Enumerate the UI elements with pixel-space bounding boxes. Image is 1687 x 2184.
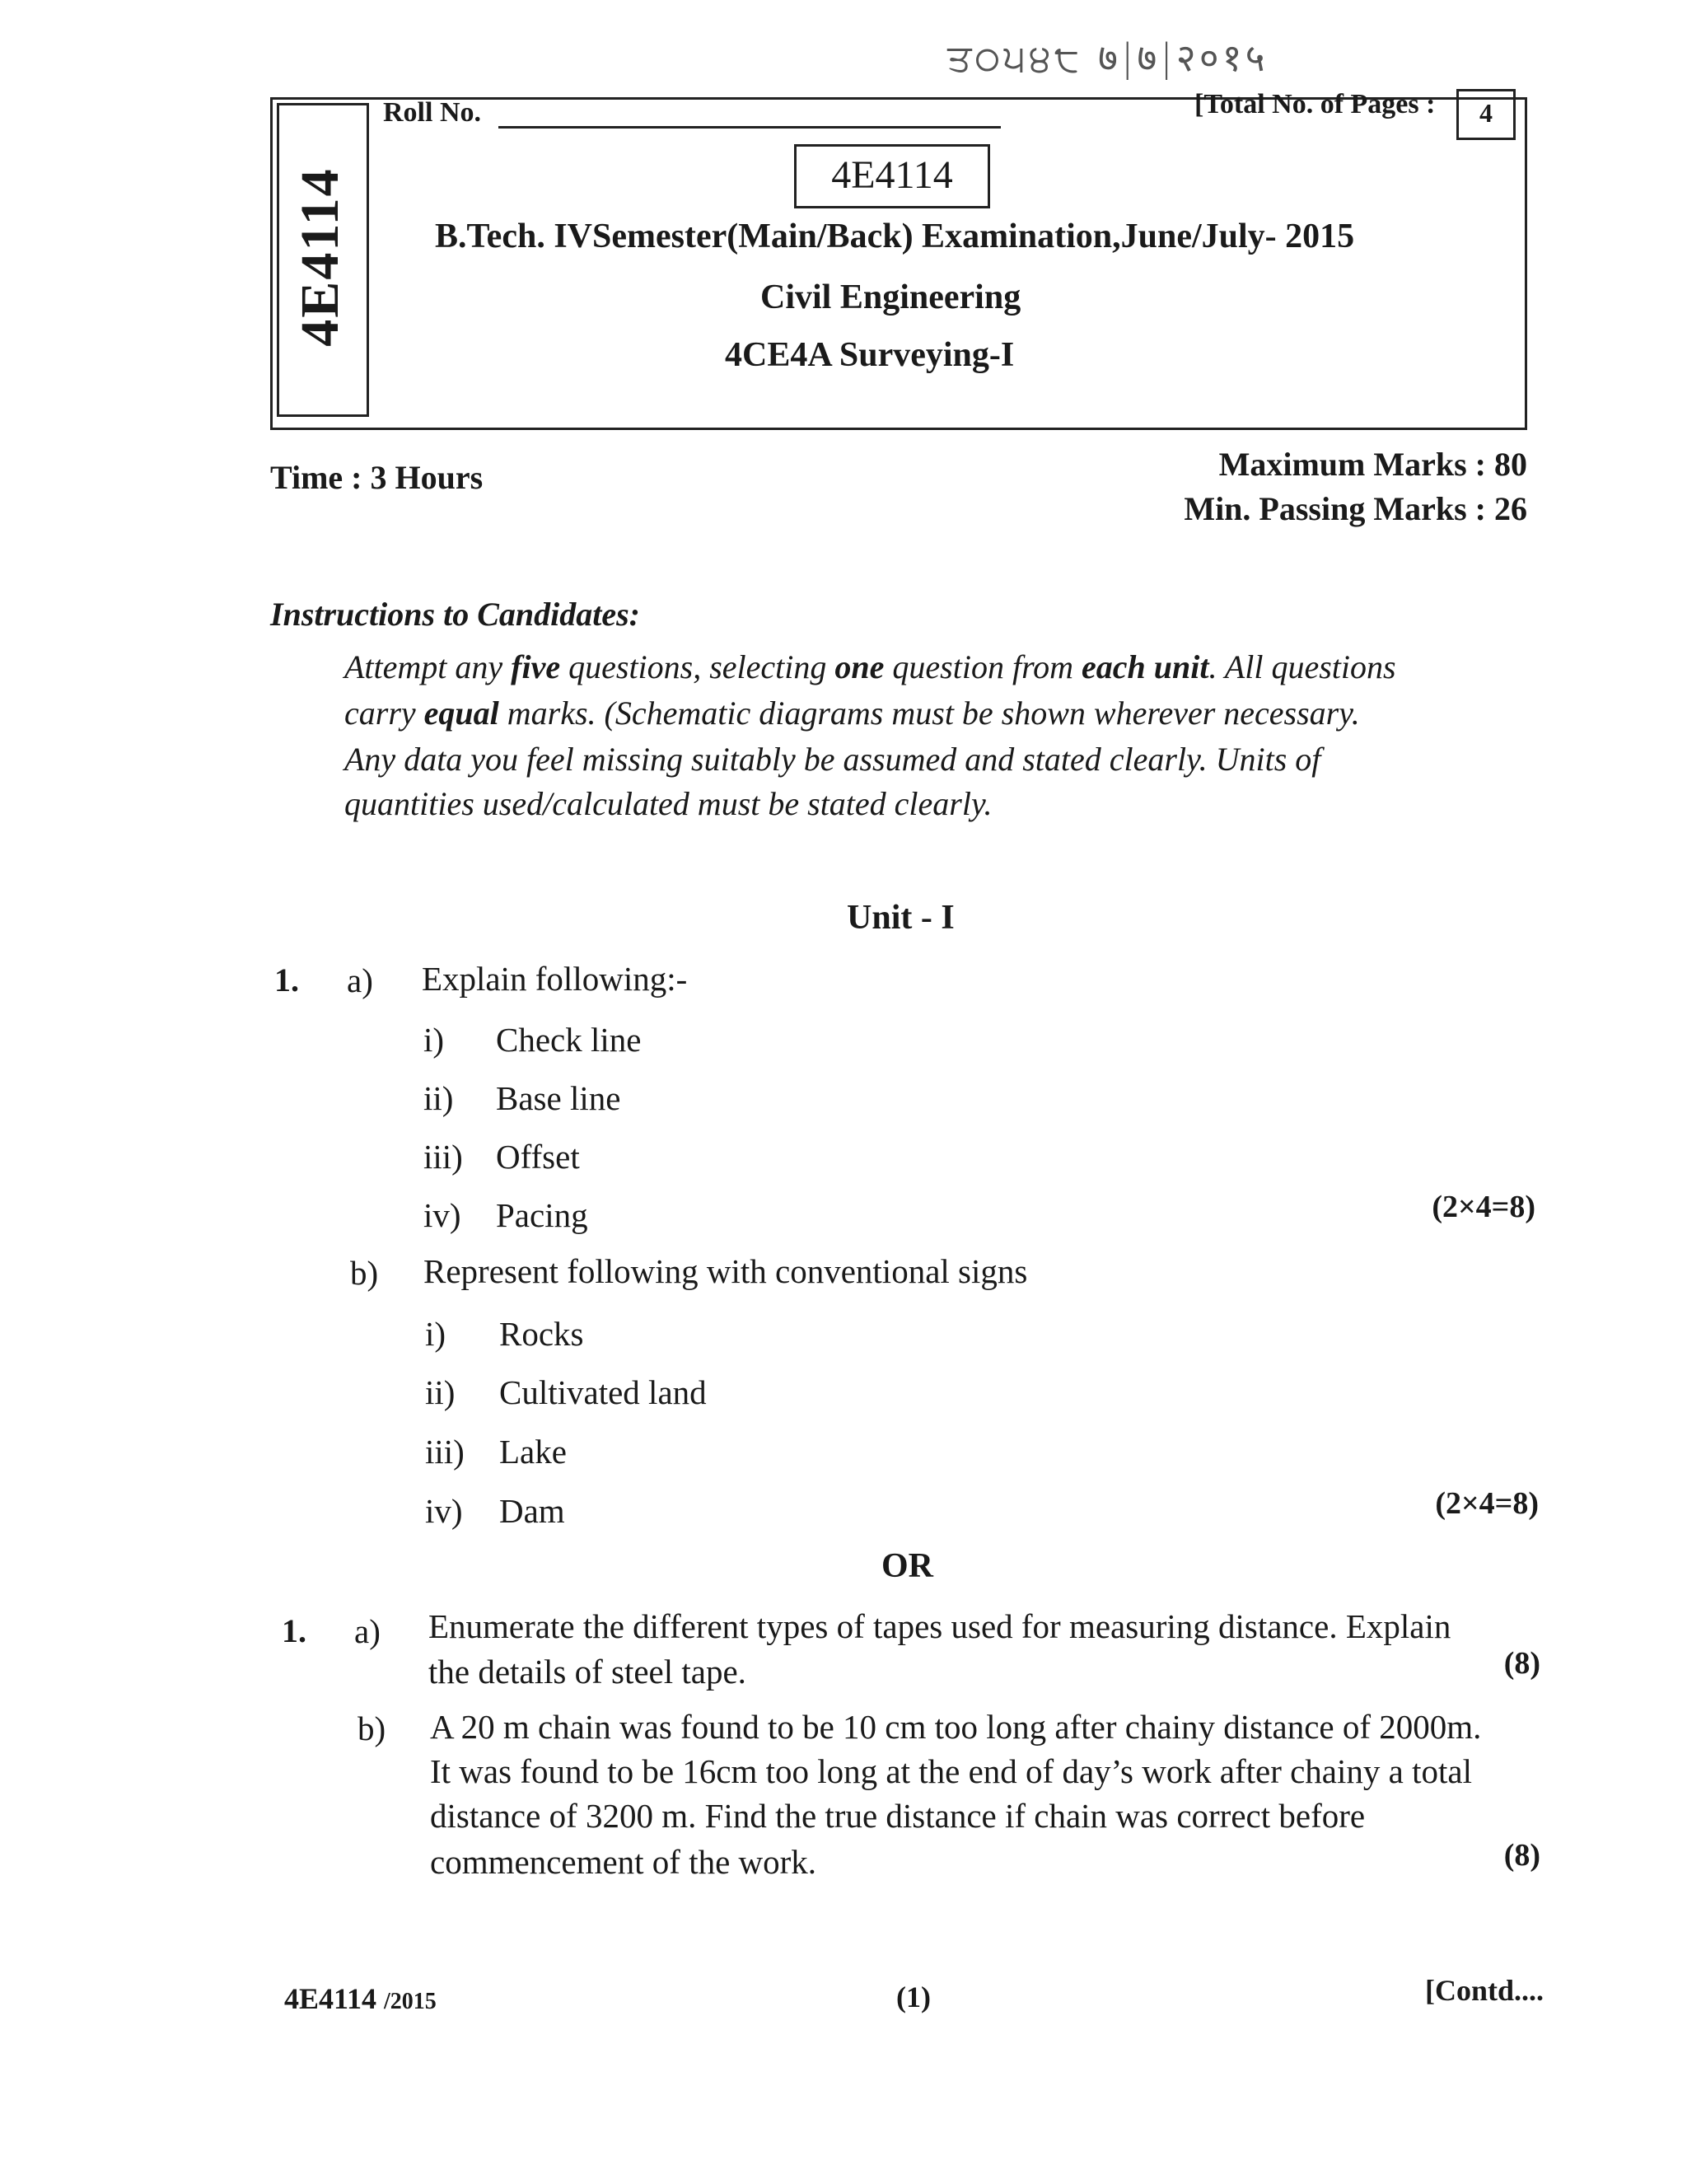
- question-text: Explain following:-: [422, 960, 688, 998]
- sub-item-label: i): [423, 1021, 445, 1059]
- or-separator: OR: [881, 1547, 933, 1585]
- marks-label: (2×4=8): [1432, 1190, 1535, 1224]
- part-label: a): [347, 961, 373, 999]
- handwritten-note: ਤ੦੫੪੮ ७|७|२०१५: [947, 35, 1269, 80]
- unit-heading: Unit - I: [847, 899, 955, 937]
- question-text: the details of steel tape.: [428, 1653, 746, 1691]
- instructions-line-4: quantities used/calculated must be stated clearly.: [344, 785, 993, 822]
- page-number: (1): [896, 1981, 931, 2013]
- paper-code-box: [794, 144, 990, 208]
- sub-item-label: ii): [425, 1373, 456, 1411]
- sub-item-text: Base line: [496, 1079, 621, 1117]
- branch-name: Civil Engineering: [760, 278, 1021, 316]
- sub-item-label: iv): [423, 1196, 461, 1234]
- sub-item-text: Check line: [496, 1021, 642, 1059]
- instructions-heading: Instructions to Candidates:: [270, 596, 641, 633]
- sub-item-label: iii): [423, 1138, 463, 1176]
- sub-item-text: Offset: [496, 1138, 580, 1176]
- sub-item-text: Pacing: [496, 1196, 588, 1234]
- question-text: commencement of the work.: [430, 1843, 817, 1881]
- min-passing-marks: Min. Passing Marks : 26: [1184, 490, 1527, 527]
- sub-item-text: Dam: [499, 1492, 565, 1530]
- total-pages-box: [1456, 89, 1516, 140]
- sub-item-text: Cultivated land: [499, 1373, 707, 1411]
- question-text: Enumerate the different types of tapes used for measuring distance. Explain: [428, 1607, 1451, 1645]
- question-text: Represent following with conventional signs: [423, 1252, 1028, 1290]
- part-label: b): [350, 1254, 379, 1292]
- question-text: It was found to be 16cm too long at the end of day’s work after chainy a total: [430, 1752, 1472, 1790]
- question-number: 1.: [282, 1612, 306, 1649]
- total-pages-label: [Total No. of Pages :: [1194, 89, 1436, 119]
- roll-no-label: Roll No.: [383, 97, 481, 128]
- time-allowed: Time : 3 Hours: [270, 459, 484, 496]
- part-label: b): [357, 1709, 386, 1747]
- marks-label: (8): [1503, 1838, 1540, 1873]
- question-number: 1.: [274, 961, 299, 998]
- rotated-paper-code: 4E4114: [290, 167, 350, 347]
- marks-label: (2×4=8): [1435, 1486, 1539, 1521]
- marks-label: (8): [1503, 1646, 1540, 1681]
- part-label: a): [354, 1612, 381, 1650]
- sub-item-label: i): [425, 1315, 446, 1353]
- instructions-line-1: Attempt any five questions, selecting one question from each unit. All questions: [344, 648, 1396, 685]
- sub-item-label: ii): [423, 1079, 454, 1117]
- footer-code: 4E4114 /2015: [284, 1982, 437, 2015]
- sub-item-text: Lake: [499, 1433, 567, 1471]
- instructions-line-2: carry equal marks. (Schematic diagrams must be shown wherever necessary.: [344, 694, 1360, 732]
- sub-item-label: iii): [425, 1433, 465, 1471]
- question-text: distance of 3200 m. Find the true distance if chain was correct before: [430, 1797, 1366, 1835]
- paper-code: 4E4114: [831, 153, 953, 197]
- sub-item-label: iv): [425, 1492, 463, 1530]
- roll-no-line: [498, 126, 1001, 129]
- subject-name: 4CE4A Surveying-I: [725, 336, 1015, 374]
- continued-label: [Contd....: [1424, 1974, 1544, 2007]
- instructions-line-3: Any data you feel missing suitably be assumed and stated clearly. Units of: [344, 741, 1321, 778]
- maximum-marks: Maximum Marks : 80: [1218, 446, 1527, 483]
- sub-item-text: Rocks: [499, 1315, 584, 1353]
- exam-title: B.Tech. IVSemester(Main/Back) Examination,June/July- 2015: [435, 217, 1355, 255]
- question-text: A 20 m chain was found to be 10 cm too long after chainy distance of 2000m.: [430, 1708, 1482, 1746]
- total-pages-value: 4: [1479, 98, 1493, 128]
